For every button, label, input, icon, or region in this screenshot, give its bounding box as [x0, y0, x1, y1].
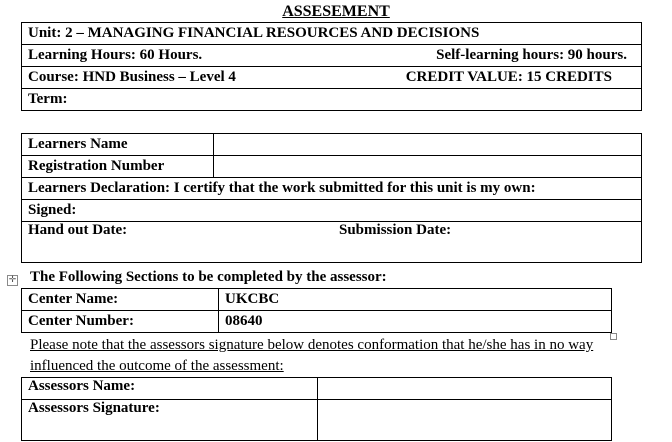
learner-name-field[interactable] — [214, 134, 642, 156]
table-row — [22, 23, 642, 45]
assessor-signature-label: Assessors Signature: — [22, 400, 318, 441]
learner-info-table — [21, 133, 642, 263]
dates-cell[interactable] — [22, 222, 642, 263]
table-row — [22, 289, 612, 311]
assessor-section-heading: The Following Sections to be completed by the assessor: — [30, 269, 387, 285]
assessor-signature-table — [21, 377, 612, 441]
center-name-label: Center Name: — [22, 289, 219, 311]
table-row — [22, 200, 642, 222]
center-name-field[interactable]: UKCBC — [219, 289, 612, 311]
table-row — [22, 156, 642, 178]
assessor-signature-field[interactable] — [318, 400, 612, 441]
assessor-note: Please note that the assessors signature below denotes conformation that he/she has in no way influenced the outcome of the assessment: — [30, 337, 594, 374]
assessor-name-field[interactable] — [318, 378, 612, 400]
unit-info-table — [21, 22, 642, 111]
center-number-label: Center Number: — [22, 311, 219, 333]
registration-number-label: Registration Number — [22, 156, 214, 178]
term-cell[interactable]: Term: — [22, 89, 642, 111]
table-row — [22, 400, 612, 441]
registration-number-field[interactable] — [214, 156, 642, 178]
assessor-name-label: Assessors Name: — [22, 378, 318, 400]
center-info-table — [21, 288, 612, 333]
course-text: Course: HND Business – Level 4 — [28, 69, 236, 85]
learning-hours-text: Learning Hours: 60 Hours. — [28, 47, 203, 63]
move-cross-icon[interactable]: ✛ — [8, 275, 17, 285]
document-title: ASSESEMENT — [282, 3, 390, 20]
submission-date-label: Submission Date: — [339, 222, 452, 238]
table-row — [22, 311, 612, 333]
table-row — [22, 134, 642, 156]
table-row — [22, 222, 642, 263]
table-row — [22, 378, 612, 400]
credit-value-text: CREDIT VALUE: 15 CREDITS — [405, 69, 612, 85]
learner-declaration-cell[interactable]: Learners Declaration: I certify that the work submitted for this unit is my own: — [22, 178, 642, 200]
table-row — [22, 178, 642, 200]
table-row — [22, 45, 642, 67]
unit-title-cell[interactable]: Unit: 2 – MANAGING FINANCIAL RESOURCES AND DECISIONS — [22, 23, 642, 45]
center-number-field[interactable]: 08640 — [219, 311, 612, 333]
hours-cell[interactable] — [22, 45, 642, 67]
signed-cell[interactable]: Signed: — [22, 200, 642, 222]
table-row — [22, 67, 642, 89]
handout-date-label: Hand out Date: — [28, 222, 128, 238]
learner-name-label: Learners Name — [22, 134, 214, 156]
self-learning-hours-text: Self-learning hours: 90 hours. — [436, 47, 627, 63]
table-row — [22, 89, 642, 111]
course-cell[interactable] — [22, 67, 642, 89]
